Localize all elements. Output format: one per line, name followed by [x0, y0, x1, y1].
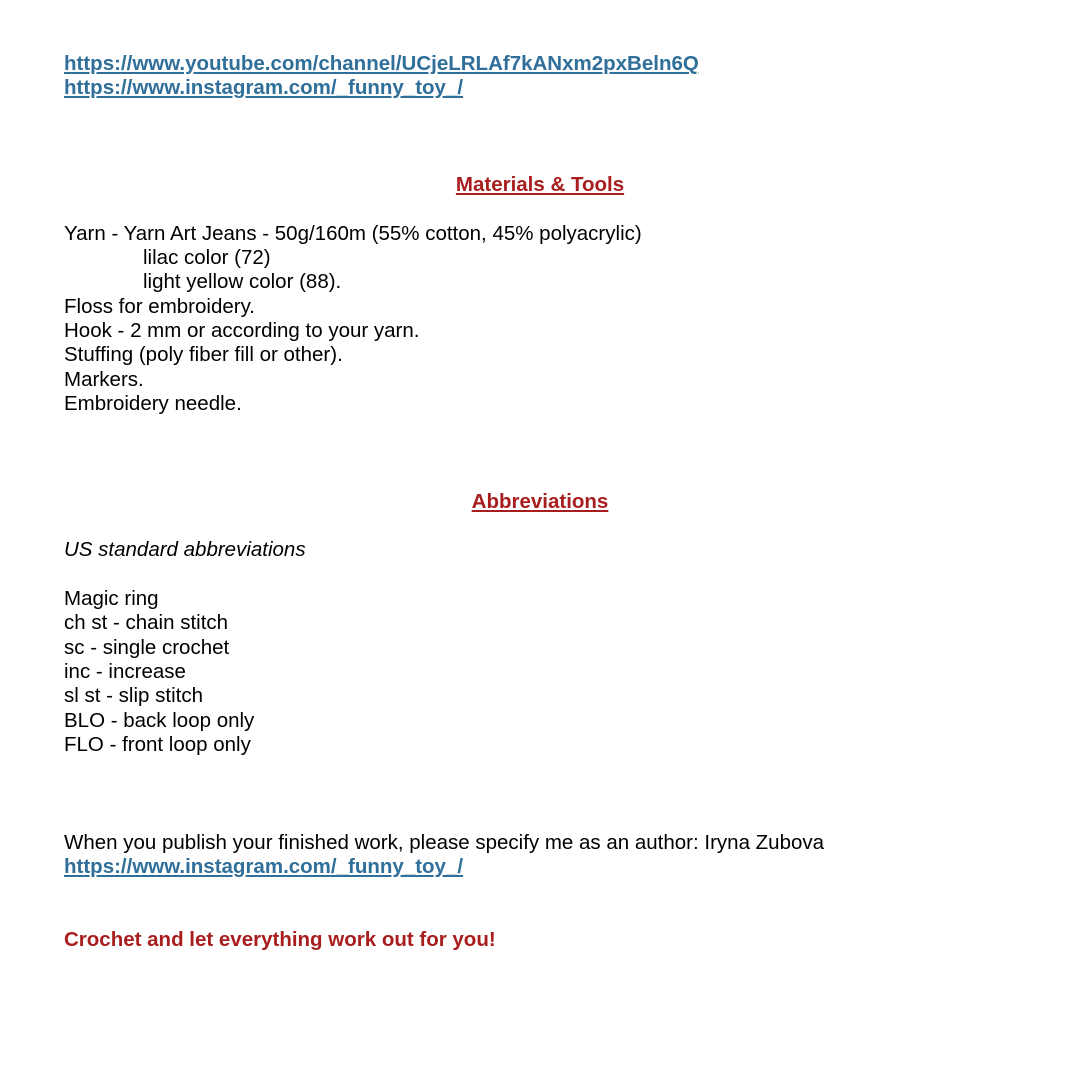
materials-item-floss: Floss for embroidery.: [64, 295, 256, 318]
materials-item-hook: Hook - 2 mm or according to your yarn.: [64, 319, 420, 342]
materials-item-markers: Markers.: [64, 368, 144, 391]
materials-item-stuffing: Stuffing (poly fiber fill or other).: [64, 343, 343, 366]
closing-message: Crochet and let everything work out for you!: [64, 928, 496, 951]
abbreviation-item: Magic ring: [64, 587, 159, 610]
abbreviation-item: sl st - slip stitch: [64, 684, 203, 707]
materials-item-yarn: Yarn - Yarn Art Jeans - 50g/160m (55% cotton, 45% polyacrylic): [64, 222, 642, 245]
author-note: When you publish your finished work, please specify me as an author: Iryna Zubova: [64, 831, 825, 854]
instagram-link-top[interactable]: https://www.instagram.com/_funny_toy_/: [64, 76, 464, 99]
abbreviations-heading: Abbreviations: [471, 490, 609, 513]
abbreviation-item: ch st - chain stitch: [64, 611, 229, 634]
abbreviation-item: FLO - front loop only: [64, 733, 251, 756]
materials-item-needle: Embroidery needle.: [64, 392, 242, 415]
abbreviation-item: inc - increase: [64, 660, 186, 683]
materials-item-lilac: lilac color (72): [143, 246, 271, 269]
abbreviation-item: sc - single crochet: [64, 636, 230, 659]
abbreviation-item: BLO - back loop only: [64, 709, 255, 732]
materials-item-yellow: light yellow color (88).: [143, 270, 342, 293]
youtube-link[interactable]: https://www.youtube.com/channel/UCjeLRLAf7kANxm2pxBeln6Q: [64, 52, 699, 75]
abbreviations-subtitle: US standard abbreviations: [64, 538, 306, 561]
instagram-link-author[interactable]: https://www.instagram.com/_funny_toy_/: [64, 855, 464, 878]
materials-heading: Materials & Tools: [455, 173, 625, 196]
